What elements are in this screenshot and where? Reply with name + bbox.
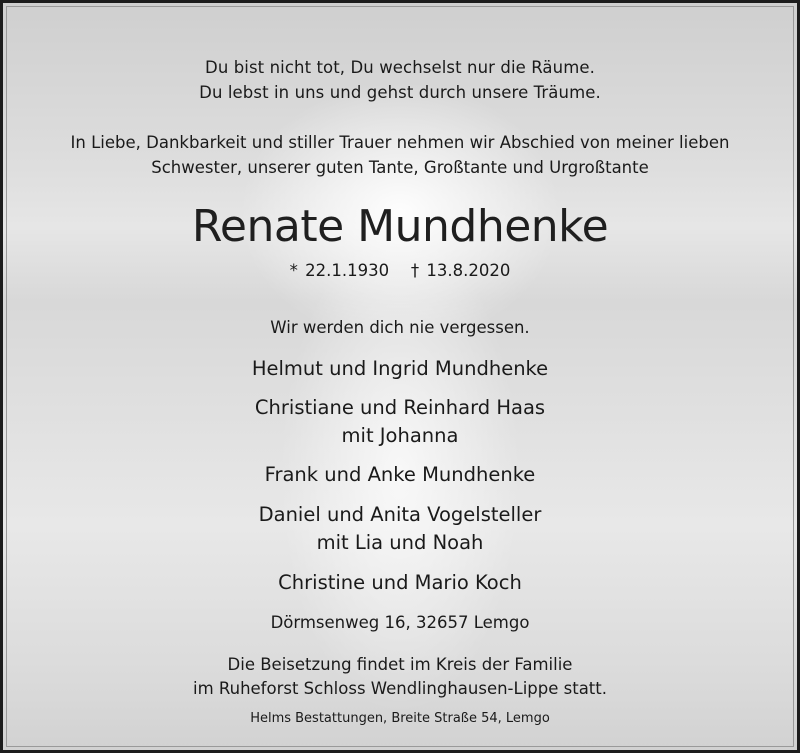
burial-line-2: im Ruheforst Schloss Wendlinghausen-Lippe statt.	[192, 679, 607, 698]
family-address: Dörmsenweg 16, 32657 Lemgo	[270, 613, 530, 632]
burial-line-1: Die Beisetzung findet im Kreis der Familie	[227, 655, 573, 674]
mourner-line: mit Lia und Noah	[316, 531, 484, 554]
life-dates: * 22.1.1930 † 13.8.2020	[289, 261, 511, 280]
memorial-quote: Wir werden dich nie vergessen.	[270, 318, 530, 337]
mourner-line: mit Johanna	[341, 424, 459, 447]
mourner-line: Christine und Mario Koch	[278, 571, 522, 594]
verse-line-1: Du bist nicht tot, Du wechselst nur die Räume.	[205, 58, 595, 77]
mourner-line: Helmut und Ingrid Mundhenke	[251, 357, 549, 380]
intro-line-2: Schwester, unserer guten Tante, Großtante und Urgroßtante	[151, 158, 649, 177]
verse-line-2: Du lebst in uns und gehst durch unsere Träume.	[199, 83, 601, 102]
mourner-line: Daniel und Anita Vogelsteller	[258, 503, 542, 526]
intro-line-1: In Liebe, Dankbarkeit und stiller Trauer nehmen wir Abschied von meiner lieben	[70, 133, 730, 152]
undertaker-info: Helms Bestattungen, Breite Straße 54, Lemgo	[250, 711, 550, 726]
deceased-name: Renate Mundhenke	[191, 201, 609, 252]
mourner-line: Christiane und Reinhard Haas	[254, 396, 546, 419]
mourner-line: Frank und Anke Mundhenke	[264, 463, 536, 486]
